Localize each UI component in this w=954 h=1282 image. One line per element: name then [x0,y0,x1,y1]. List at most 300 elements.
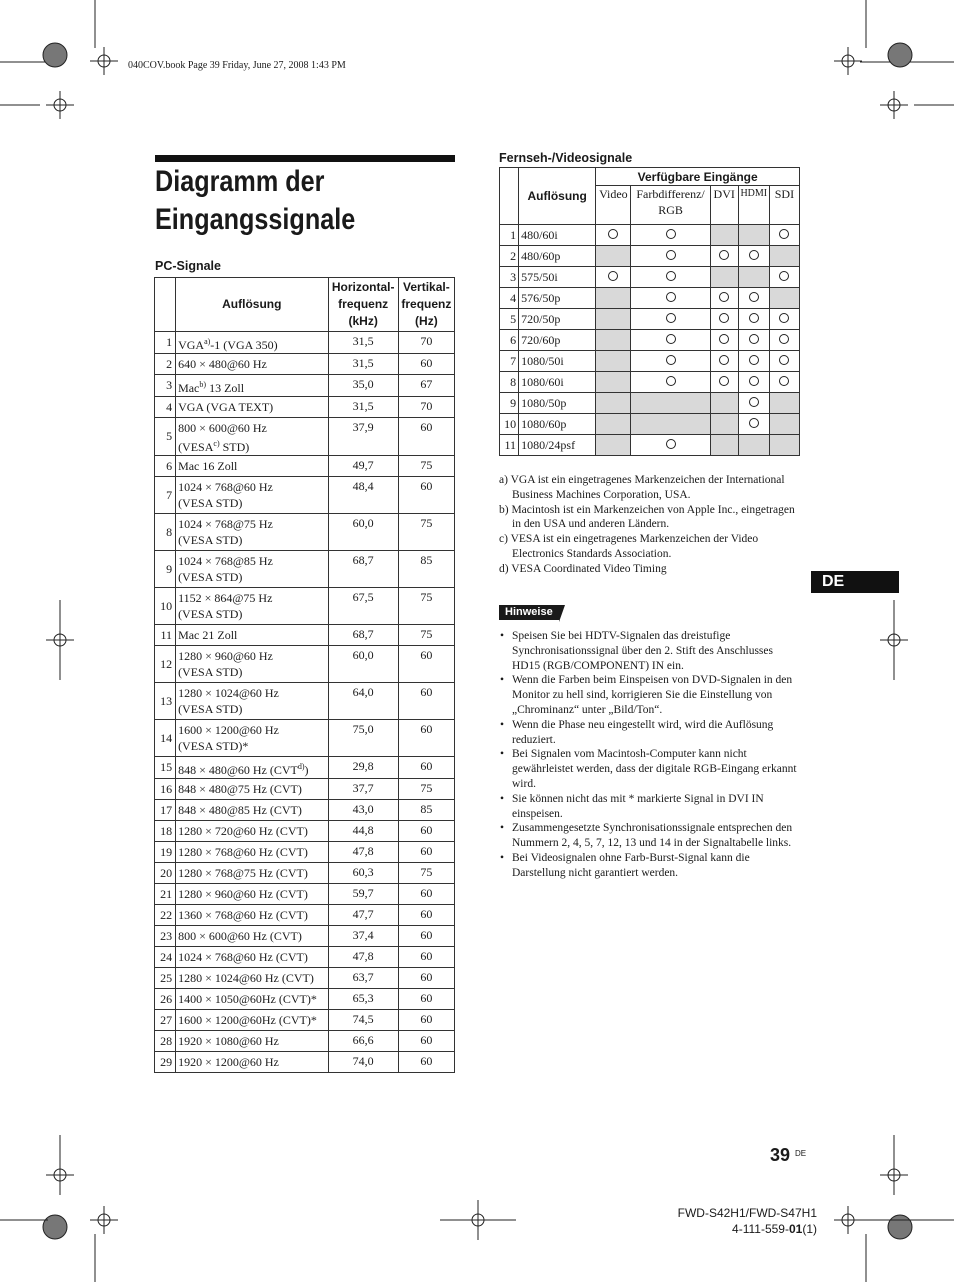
tv-cell-component [631,225,710,246]
available-circle-icon [779,334,789,344]
pc-row-horizontal: 37,4 [328,926,398,947]
note-item: • Speisen Sie bei HDTV-Signalen das dreistufige Synchronisationssignal über den 2. Stift des Anschlusses HD15 (RGB/COMPONENT) IN ein. [499,629,799,673]
tv-row-resolution: 575/50i [519,267,596,288]
available-circle-icon [719,334,729,344]
pc-row-resolution: 1280 × 1024@60 Hz (CVT) [176,968,329,989]
pc-row-resolution: 1920 × 1080@60 Hz [176,1031,329,1052]
pc-row-horizontal: 47,7 [328,905,398,926]
pc-row-number: 7 [155,477,176,514]
pc-table-row [155,646,455,683]
pc-row-horizontal: 31,5 [328,332,398,354]
pc-row-vertical: 70 [398,332,454,354]
tv-cell-dvi [710,309,738,330]
note-item: • Bei Signalen vom Macintosh-Computer kann nicht gewährleistet werden, dass der digitale RGB-Eingang erkannt wird. [499,747,799,791]
tv-row-resolution: 1080/24psf [519,435,596,456]
page-language: DE [795,1149,807,1158]
pc-row-number: 5 [155,418,176,456]
pc-row-resolution: 1280 × 768@60 Hz (CVT) [176,842,329,863]
pc-row-number: 22 [155,905,176,926]
pc-table-row [155,354,455,375]
tv-signals-caption: Fernseh-/Videosignale [499,151,633,165]
pc-row-number: 23 [155,926,176,947]
tv-cell-hdmi [738,393,769,414]
pc-row-horizontal: 49,7 [328,456,398,477]
pc-table-row [155,477,455,514]
pc-table-row [155,863,455,884]
pc-signals-caption: PC-Signale [155,259,221,273]
tv-cell-component [631,414,710,435]
pc-row-resolution: 1360 × 768@60 Hz (CVT) [176,905,329,926]
available-circle-icon [666,271,676,281]
pc-table-row [155,779,455,800]
tv-cell-dvi [710,372,738,393]
tv-header-hdmi: HDMI [738,186,769,225]
tv-cell-dvi [710,393,738,414]
available-circle-icon [749,376,759,386]
tv-cell-dvi [710,225,738,246]
pc-row-vertical: 75 [398,514,454,551]
pc-row-vertical: 60 [398,646,454,683]
pc-row-horizontal: 60,3 [328,863,398,884]
tv-cell-component [631,267,710,288]
pc-row-resolution: 640 × 480@60 Hz [176,354,329,375]
pc-row-resolution: 1280 × 720@60 Hz (CVT) [176,821,329,842]
pc-table-row [155,842,455,863]
footnote-c: c) VESA ist ein eingetragenes Markenzeichen der Video Electronics Standards Association. [499,533,759,560]
pc-row-number: 3 [155,375,176,397]
available-circle-icon [749,418,759,428]
tv-row-resolution: 1080/60p [519,414,596,435]
tv-cell-sdi [769,246,799,267]
tv-cell-hdmi [738,351,769,372]
pc-table-row [155,884,455,905]
tv-table-row [500,225,800,246]
tv-cell-component [631,309,710,330]
pc-row-vertical: 60 [398,720,454,757]
tv-cell-dvi [710,330,738,351]
tv-cell-hdmi [738,246,769,267]
pc-row-number: 9 [155,551,176,588]
pc-row-horizontal: 66,6 [328,1031,398,1052]
pc-row-resolution: VGA (VGA TEXT) [176,397,329,418]
pc-row-vertical: 85 [398,551,454,588]
page-title-line-2: Eingangssignale [155,203,356,236]
tv-cell-hdmi [738,414,769,435]
pc-row-number: 10 [155,588,176,625]
pc-row-horizontal: 48,4 [328,477,398,514]
tv-row-number: 3 [500,267,519,288]
pc-table-row [155,821,455,842]
pc-row-number: 20 [155,863,176,884]
note-item: • Wenn die Phase neu eingestellt wird, wird die Auflösung reduziert. [499,718,799,748]
tv-cell-video [596,372,631,393]
available-circle-icon [779,355,789,365]
pc-table-row [155,683,455,720]
available-circle-icon [666,355,676,365]
pc-row-vertical: 60 [398,905,454,926]
pc-row-resolution: 848 × 480@85 Hz (CVT) [176,800,329,821]
pc-row-resolution: 1024 × 768@75 Hz (VESA STD) [176,514,329,551]
pc-row-number: 15 [155,757,176,779]
pc-row-number: 11 [155,625,176,646]
pc-row-vertical: 70 [398,397,454,418]
tv-header-video: Video [596,186,631,225]
pc-row-vertical: 60 [398,968,454,989]
pc-row-horizontal: 47,8 [328,947,398,968]
available-circle-icon [749,313,759,323]
pc-row-vertical: 60 [398,926,454,947]
tv-row-number: 1 [500,225,519,246]
pc-row-horizontal: 67,5 [328,588,398,625]
note-item: • Wenn die Farben beim Einspeisen von DVD-Signalen in den Monitor zu hell sind, korrigieren Sie die Einstellung von „Chrominanz“ unter „Bild/Ton“. [499,673,799,717]
tv-row-resolution: 1080/60i [519,372,596,393]
pc-table-row [155,418,455,456]
tv-cell-dvi [710,414,738,435]
pc-row-vertical: 60 [398,683,454,720]
tv-cell-sdi [769,414,799,435]
footnotes [499,473,799,577]
available-circle-icon [719,355,729,365]
pc-row-resolution: 1600 × 1200@60Hz (CVT)* [176,1010,329,1031]
pc-table-row [155,720,455,757]
pc-row-horizontal: 60,0 [328,646,398,683]
tv-table-row [500,393,800,414]
tv-cell-component [631,330,710,351]
footnote-d: d) VESA Coordinated Video Timing [499,562,667,575]
note-item: • Sie können nicht das mit * markierte Signal in DVI IN einspeisen. [499,792,799,822]
pc-row-number: 8 [155,514,176,551]
tv-table-row [500,372,800,393]
tv-row-number: 7 [500,351,519,372]
available-circle-icon [719,376,729,386]
pc-row-resolution: 1280 × 768@75 Hz (CVT) [176,863,329,884]
pc-row-vertical: 60 [398,757,454,779]
tv-cell-video [596,225,631,246]
tv-row-resolution: 720/60p [519,330,596,351]
pc-table-header [155,278,455,332]
pc-signals-table [154,277,455,1073]
tv-row-resolution: 480/60i [519,225,596,246]
available-circle-icon [666,250,676,260]
print-header: 040COV.book Page 39 Friday, June 27, 2008 1:43 PM [128,60,346,71]
tv-row-number: 10 [500,414,519,435]
tv-cell-component [631,435,710,456]
pc-row-horizontal: 44,8 [328,821,398,842]
tv-row-number: 11 [500,435,519,456]
pc-row-horizontal: 37,9 [328,418,398,456]
pc-row-horizontal: 60,0 [328,514,398,551]
pc-row-vertical: 75 [398,456,454,477]
pc-row-horizontal: 35,0 [328,375,398,397]
pc-row-horizontal: 68,7 [328,625,398,646]
pc-row-number: 17 [155,800,176,821]
pc-row-resolution: 1280 × 960@60 Hz (VESA STD) [176,646,329,683]
tv-row-resolution: 720/50p [519,309,596,330]
pc-row-vertical: 60 [398,989,454,1010]
available-circle-icon [779,271,789,281]
pc-table-row [155,926,455,947]
tv-table-row [500,309,800,330]
pc-row-resolution: 1024 × 768@85 Hz (VESA STD) [176,551,329,588]
tv-row-number: 5 [500,309,519,330]
available-circle-icon [749,292,759,302]
available-circle-icon [719,292,729,302]
tv-cell-sdi [769,393,799,414]
pc-row-vertical: 75 [398,588,454,625]
pc-row-horizontal: 74,0 [328,1052,398,1073]
pc-row-resolution: 1024 × 768@60 Hz (VESA STD) [176,477,329,514]
tv-cell-video [596,330,631,351]
pc-table-row [155,1010,455,1031]
tv-header-number [500,168,519,225]
pc-row-vertical: 67 [398,375,454,397]
pc-table-row [155,1031,455,1052]
tv-row-resolution: 1080/50i [519,351,596,372]
pc-row-number: 1 [155,332,176,354]
pc-table-row [155,588,455,625]
pc-row-horizontal: 59,7 [328,884,398,905]
tv-signals-table [499,167,800,456]
pc-table-row [155,757,455,779]
pc-row-horizontal: 37,7 [328,779,398,800]
pc-row-number: 12 [155,646,176,683]
title-rule [155,155,455,162]
pc-row-number: 25 [155,968,176,989]
tv-cell-sdi [769,372,799,393]
pc-row-number: 16 [155,779,176,800]
pc-row-resolution: 848 × 480@60 Hz (CVT$^{d)}$) [176,757,329,779]
pc-row-number: 28 [155,1031,176,1052]
tv-cell-sdi [769,267,799,288]
pc-table-row [155,514,455,551]
pc-row-resolution: Mac 21 Zoll [176,625,329,646]
tv-cell-hdmi [738,435,769,456]
tv-cell-video [596,435,631,456]
pc-row-vertical: 75 [398,779,454,800]
tv-header-resolution: Auflösung [519,168,596,225]
tv-row-number: 8 [500,372,519,393]
pc-row-vertical: 75 [398,625,454,646]
notes-badge: Hinweise [499,605,559,620]
pc-row-vertical: 75 [398,863,454,884]
tv-cell-hdmi [738,225,769,246]
pc-row-number: 6 [155,456,176,477]
tv-cell-dvi [710,288,738,309]
tv-cell-dvi [710,267,738,288]
available-circle-icon [749,355,759,365]
pc-table-row [155,905,455,926]
tv-row-number: 4 [500,288,519,309]
tv-table-row [500,414,800,435]
tv-cell-hdmi [738,372,769,393]
available-circle-icon [749,397,759,407]
pc-row-resolution: Mac 16 Zoll [176,456,329,477]
available-circle-icon [666,376,676,386]
pc-row-vertical: 60 [398,821,454,842]
pc-row-resolution: 800 × 600@60 Hz (CVT) [176,926,329,947]
page-title [155,163,424,239]
pc-row-number: 2 [155,354,176,375]
tv-row-resolution: 576/50p [519,288,596,309]
tv-cell-sdi [769,351,799,372]
available-circle-icon [719,313,729,323]
available-circle-icon [719,250,729,260]
pc-row-number: 4 [155,397,176,418]
tv-header-component: Farbdifferenz/ RGB [631,186,710,225]
pc-table-row [155,332,455,354]
pc-row-vertical: 60 [398,1052,454,1073]
available-circle-icon [608,271,618,281]
pc-row-vertical: 60 [398,354,454,375]
tv-cell-sdi [769,309,799,330]
tv-cell-video [596,393,631,414]
notes-list [499,629,799,881]
pc-row-horizontal: 31,5 [328,354,398,375]
tv-cell-sdi [769,225,799,246]
tv-cell-video [596,288,631,309]
pc-row-resolution: 848 × 480@75 Hz (CVT) [176,779,329,800]
pc-row-horizontal: 64,0 [328,683,398,720]
tv-table-row [500,435,800,456]
pc-row-resolution: 1152 × 864@75 Hz (VESA STD) [176,588,329,625]
pc-row-vertical: 60 [398,477,454,514]
pc-row-resolution: 1400 × 1050@60Hz (CVT)* [176,989,329,1010]
tv-cell-video [596,414,631,435]
document-code: 4-111-559-01(1) [732,1222,817,1236]
available-circle-icon [608,229,618,239]
language-tab: DE [811,571,899,593]
tv-cell-video [596,351,631,372]
pc-row-horizontal: 68,7 [328,551,398,588]
pc-row-vertical: 60 [398,947,454,968]
tv-table-header [500,168,800,186]
tv-cell-hdmi [738,330,769,351]
tv-table-row [500,288,800,309]
note-item: • Bei Videosignalen ohne Farb-Burst-Signal kann die Darstellung nicht garantiert werden. [499,851,799,881]
available-circle-icon [779,229,789,239]
tv-header-sdi: SDI [769,186,799,225]
tv-cell-hdmi [738,309,769,330]
available-circle-icon [666,439,676,449]
pc-row-number: 24 [155,947,176,968]
pc-table-row [155,397,455,418]
pc-row-resolution: 1600 × 1200@60 Hz (VESA STD)* [176,720,329,757]
pc-row-number: 13 [155,683,176,720]
pc-row-horizontal: 31,5 [328,397,398,418]
pc-row-number: 21 [155,884,176,905]
pc-row-number: 18 [155,821,176,842]
tv-cell-hdmi [738,288,769,309]
tv-cell-video [596,309,631,330]
tv-cell-video [596,267,631,288]
pc-row-vertical: 60 [398,842,454,863]
pc-row-resolution: 1024 × 768@60 Hz (CVT) [176,947,329,968]
pc-row-vertical: 60 [398,884,454,905]
tv-cell-sdi [769,288,799,309]
pc-table-row [155,375,455,397]
pc-table-row [155,551,455,588]
pc-row-number: 19 [155,842,176,863]
pc-row-horizontal: 43,0 [328,800,398,821]
pc-row-horizontal: 65,3 [328,989,398,1010]
tv-cell-component [631,246,710,267]
tv-table-row [500,351,800,372]
pc-row-number: 27 [155,1010,176,1031]
page-title-line-1: Diagramm der [155,165,325,198]
pc-row-horizontal: 29,8 [328,757,398,779]
tv-cell-component [631,351,710,372]
note-item: • Zusammengesetzte Synchronisationssignale entsprechen den Nummern 2, 4, 5, 7, 12, 13 und 14 in der Signaltabelle links. [499,821,799,851]
tv-cell-component [631,393,710,414]
tv-row-number: 6 [500,330,519,351]
pc-row-horizontal: 75,0 [328,720,398,757]
pc-row-vertical: 85 [398,800,454,821]
pc-row-vertical: 60 [398,418,454,456]
pc-row-resolution: VGA$^{a)}$-1 (VGA 350) [176,332,329,354]
available-circle-icon [779,376,789,386]
tv-table-row [500,330,800,351]
pc-row-horizontal: 74,5 [328,1010,398,1031]
available-circle-icon [666,292,676,302]
tv-table-row [500,246,800,267]
pc-header-horizontal: Horizontal- frequenz (kHz) [328,278,398,332]
tv-header-dvi: DVI [710,186,738,225]
pc-row-vertical: 60 [398,1031,454,1052]
tv-cell-component [631,288,710,309]
pc-table-row [155,1052,455,1073]
tv-row-number: 9 [500,393,519,414]
tv-table-row [500,267,800,288]
available-circle-icon [779,313,789,323]
available-circle-icon [666,334,676,344]
available-circle-icon [666,229,676,239]
page-number: 39 [770,1145,791,1165]
available-circle-icon [749,250,759,260]
pc-row-number: 14 [155,720,176,757]
pc-table-row [155,947,455,968]
pc-row-horizontal: 63,7 [328,968,398,989]
pc-header-resolution: Auflösung [176,278,329,332]
pc-row-resolution: 1280 × 1024@60 Hz (VESA STD) [176,683,329,720]
tv-cell-sdi [769,435,799,456]
tv-cell-hdmi [738,267,769,288]
tv-row-number: 2 [500,246,519,267]
pc-row-resolution: Mac$^{b)}$ 13 Zoll [176,375,329,397]
pc-row-resolution: 1920 × 1200@60 Hz [176,1052,329,1073]
tv-cell-dvi [710,351,738,372]
available-circle-icon [666,313,676,323]
pc-row-resolution: 800 × 600@60 Hz (VESA$^{c)}$ STD) [176,418,329,456]
pc-row-number: 29 [155,1052,176,1073]
pc-table-row [155,968,455,989]
pc-row-resolution: 1280 × 960@60 Hz (CVT) [176,884,329,905]
pc-row-vertical: 60 [398,1010,454,1031]
tv-row-resolution: 480/60p [519,246,596,267]
pc-table-row [155,989,455,1010]
tv-cell-sdi [769,330,799,351]
tv-cell-dvi [710,435,738,456]
available-circle-icon [749,334,759,344]
pc-table-row [155,800,455,821]
footnote-a: a) VGA ist ein eingetragenes Markenzeichen der International Business Machines Corporation, USA. [499,474,785,501]
tv-row-resolution: 1080/50p [519,393,596,414]
pc-header-number [155,278,176,332]
tv-cell-component [631,372,710,393]
tv-cell-video [596,246,631,267]
pc-header-vertical: Vertikal- frequenz (Hz) [398,278,454,332]
tv-cell-dvi [710,246,738,267]
tv-header-inputs: Verfügbare Eingänge [596,168,800,186]
